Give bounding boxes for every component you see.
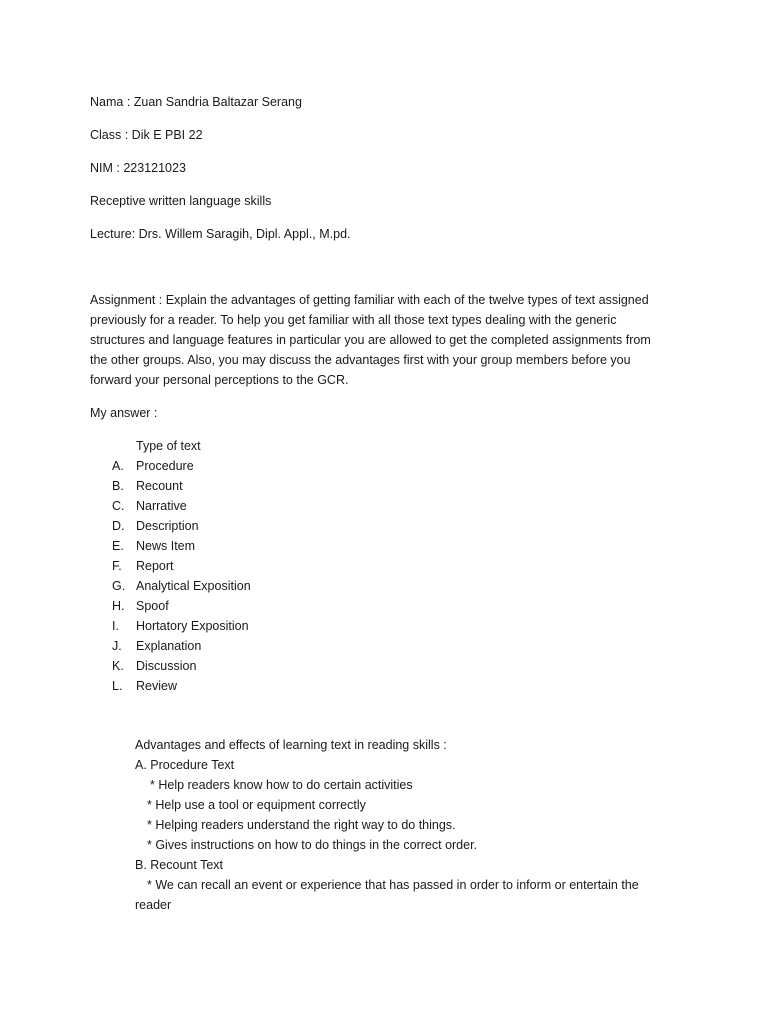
list-item xyxy=(112,456,251,476)
advantages-heading: Advantages and effects of learning text in reading skills : xyxy=(135,738,447,752)
list-letter: E. xyxy=(112,539,124,553)
list-label: Hortatory Exposition xyxy=(136,619,249,633)
recount-heading: B. Recount Text xyxy=(135,858,224,872)
list-item xyxy=(112,536,251,556)
list-item xyxy=(112,476,251,496)
student-nim: NIM : 223121023 xyxy=(90,161,186,175)
list-item xyxy=(112,576,251,596)
list-label: Recount xyxy=(136,479,183,493)
list-label: Discussion xyxy=(136,659,197,673)
list-item xyxy=(112,616,251,636)
list-letter: I. xyxy=(112,619,119,633)
list-letter: G. xyxy=(112,579,126,593)
list-item xyxy=(112,596,251,616)
recount-point: * We can recall an event or experience that has passed in order to inform or entertain the xyxy=(147,878,639,892)
list-letter: A. xyxy=(112,459,124,473)
list-label: Narrative xyxy=(136,499,187,513)
list-letter: J. xyxy=(112,639,122,653)
assignment-paragraph xyxy=(90,290,690,390)
list-label: Procedure xyxy=(136,459,194,473)
list-item xyxy=(112,676,251,696)
list-item xyxy=(112,656,251,676)
list-label: Review xyxy=(136,679,177,693)
procedure-point: * Gives instructions on how to do things in the correct order. xyxy=(147,838,478,852)
procedure-heading: A. Procedure Text xyxy=(135,758,235,772)
procedure-point: * Help use a tool or equipment correctly xyxy=(147,798,366,812)
advantages-section xyxy=(135,735,639,915)
procedure-point: * Helping readers understand the right way to do things. xyxy=(147,818,456,832)
list-item xyxy=(112,556,251,576)
list-label: Report xyxy=(136,559,174,573)
list-label: Explanation xyxy=(136,639,202,653)
list-letter: D. xyxy=(112,519,125,533)
procedure-point: * Help readers know how to do certain activities xyxy=(150,778,413,792)
lecturer-line: Lecture: Drs. Willem Saragih, Dipl. Appl., M.pd. xyxy=(90,227,351,241)
list-letter: F. xyxy=(112,559,122,573)
list-label: Analytical Exposition xyxy=(136,579,251,593)
list-label: News Item xyxy=(136,539,196,553)
answer-label: My answer : xyxy=(90,406,158,420)
course-title: Receptive written language skills xyxy=(90,194,272,208)
assignment-line: Assignment : Explain the advantages of getting familiar with each of the twelve types of text assigned xyxy=(90,293,649,307)
list-item xyxy=(112,516,251,536)
list-item xyxy=(112,636,251,656)
assignment-line: forward your personal perceptions to the GCR. xyxy=(90,373,349,387)
list-letter: H. xyxy=(112,599,125,613)
list-letter: B. xyxy=(112,479,124,493)
list-letter: K. xyxy=(112,659,124,673)
recount-point-continued: reader xyxy=(135,898,172,912)
student-name: Nama : Zuan Sandria Baltazar Serang xyxy=(90,95,302,109)
list-letter: C. xyxy=(112,499,125,513)
assignment-line: the other groups. Also, you may discuss the advantages first with your group members before you xyxy=(90,353,631,367)
text-types-heading: Type of text xyxy=(136,439,201,453)
list-label: Description xyxy=(136,519,199,533)
text-types-list xyxy=(112,436,251,696)
list-letter: L. xyxy=(112,679,123,693)
student-class: Class : Dik E PBI 22 xyxy=(90,128,203,142)
list-label: Spoof xyxy=(136,599,169,613)
list-item xyxy=(112,496,251,516)
assignment-line: previously for a reader. To help you get familiar with all those text types dealing with the generic xyxy=(90,313,617,327)
assignment-line: structures and language features in particular you are allowed to get the completed assignments from xyxy=(90,333,651,347)
